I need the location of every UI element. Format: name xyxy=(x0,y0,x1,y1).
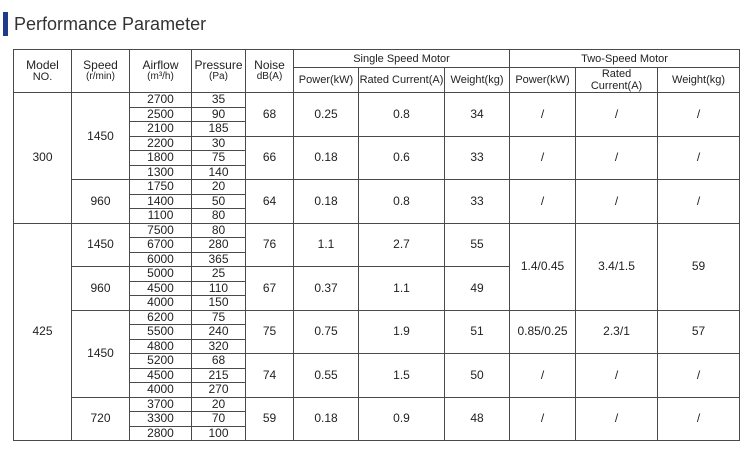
noise-cell: 59 xyxy=(246,397,294,441)
pressure-cell: 100 xyxy=(192,426,246,441)
header-noise-label: Noise xyxy=(254,58,285,72)
speed-cell: 1450 xyxy=(72,223,130,267)
airflow-cell: 5000 xyxy=(130,267,192,282)
two-current-cell: 2.3/1 xyxy=(576,310,658,354)
pressure-cell: 80 xyxy=(192,209,246,224)
two-power-cell: / xyxy=(510,397,576,441)
pressure-cell: 90 xyxy=(192,107,246,122)
pressure-cell: 320 xyxy=(192,339,246,354)
table-row xyxy=(14,180,740,195)
noise-cell: 64 xyxy=(246,180,294,224)
header-single-current: Rated Current(A) xyxy=(359,68,445,93)
two-current-cell: / xyxy=(576,397,658,441)
airflow-cell: 1750 xyxy=(130,180,192,195)
noise-cell: 74 xyxy=(246,354,294,398)
pressure-cell: 280 xyxy=(192,238,246,253)
header-speed-unit: (r/min) xyxy=(86,71,115,82)
header-pressure-label: Pressure xyxy=(194,58,243,72)
single-power-cell: 0.18 xyxy=(294,397,359,441)
noise-cell: 66 xyxy=(246,136,294,180)
two-power-cell: / xyxy=(510,93,576,137)
two-weight-cell: 57 xyxy=(658,310,740,354)
single-weight-cell: 49 xyxy=(445,267,510,311)
two-power-cell: 1.4/0.45 xyxy=(510,223,576,310)
two-weight-cell: / xyxy=(658,354,740,398)
single-weight-cell: 55 xyxy=(445,223,510,267)
airflow-cell: 4800 xyxy=(130,339,192,354)
speed-cell: 1450 xyxy=(72,310,130,397)
header-two-speed: Two-Speed Motor xyxy=(510,50,740,68)
airflow-cell: 2200 xyxy=(130,136,192,151)
airflow-cell: 2700 xyxy=(130,93,192,108)
header-two-current: Rated Current(A) xyxy=(576,68,658,93)
noise-cell: 68 xyxy=(246,93,294,137)
two-current-cell: / xyxy=(576,136,658,180)
airflow-cell: 1400 xyxy=(130,194,192,209)
header-model-sub: NO. xyxy=(32,71,53,83)
single-current-cell: 1.9 xyxy=(359,310,445,354)
airflow-cell: 1800 xyxy=(130,151,192,166)
pressure-cell: 150 xyxy=(192,296,246,311)
single-weight-cell: 33 xyxy=(445,180,510,224)
performance-table-body xyxy=(14,93,740,441)
single-power-cell: 0.75 xyxy=(294,310,359,354)
single-weight-cell: 51 xyxy=(445,310,510,354)
speed-cell: 960 xyxy=(72,267,130,311)
pressure-cell: 30 xyxy=(192,136,246,151)
pressure-cell: 50 xyxy=(192,194,246,209)
table-row xyxy=(14,397,740,412)
speed-cell: 720 xyxy=(72,397,130,441)
airflow-cell: 3300 xyxy=(130,412,192,427)
pressure-cell: 20 xyxy=(192,180,246,195)
pressure-cell: 80 xyxy=(192,223,246,238)
pressure-cell: 70 xyxy=(192,412,246,427)
header-noise xyxy=(246,50,294,93)
two-current-cell: / xyxy=(576,93,658,137)
pressure-cell: 35 xyxy=(192,93,246,108)
header-airflow xyxy=(130,50,192,93)
table-row xyxy=(14,223,740,238)
pressure-cell: 75 xyxy=(192,310,246,325)
header-pressure-unit: (Pa) xyxy=(209,71,228,82)
airflow-cell: 2500 xyxy=(130,107,192,122)
header-noise-unit: dB(A) xyxy=(256,71,283,82)
pressure-cell: 25 xyxy=(192,267,246,282)
noise-cell: 75 xyxy=(246,310,294,354)
header-single-power: Power(kW) xyxy=(294,68,359,93)
noise-cell: 76 xyxy=(246,223,294,267)
airflow-cell: 4500 xyxy=(130,281,192,296)
pressure-cell: 75 xyxy=(192,151,246,166)
two-current-cell: / xyxy=(576,180,658,224)
airflow-cell: 2100 xyxy=(130,122,192,137)
single-current-cell: 1.5 xyxy=(359,354,445,398)
header-pressure xyxy=(192,50,246,93)
speed-cell: 1450 xyxy=(72,93,130,180)
header-two-weight: Weight(kg) xyxy=(658,68,740,93)
single-current-cell: 0.8 xyxy=(359,93,445,137)
title-accent-bar xyxy=(3,12,8,36)
pressure-cell: 365 xyxy=(192,252,246,267)
pressure-cell: 110 xyxy=(192,281,246,296)
two-power-cell: / xyxy=(510,180,576,224)
airflow-cell: 4000 xyxy=(130,383,192,398)
pressure-cell: 270 xyxy=(192,383,246,398)
model-cell: 300 xyxy=(14,93,72,224)
pressure-cell: 240 xyxy=(192,325,246,340)
pressure-cell: 140 xyxy=(192,165,246,180)
single-current-cell: 1.1 xyxy=(359,267,445,311)
two-current-cell: / xyxy=(576,354,658,398)
single-weight-cell: 50 xyxy=(445,354,510,398)
two-current-cell: 3.4/1.5 xyxy=(576,223,658,310)
header-speed xyxy=(72,50,130,93)
airflow-cell: 5200 xyxy=(130,354,192,369)
airflow-cell: 1100 xyxy=(130,209,192,224)
speed-cell: 960 xyxy=(72,180,130,224)
airflow-cell: 1300 xyxy=(130,165,192,180)
pressure-cell: 215 xyxy=(192,368,246,383)
single-power-cell: 1.1 xyxy=(294,223,359,267)
single-weight-cell: 34 xyxy=(445,93,510,137)
two-power-cell: 0.85/0.25 xyxy=(510,310,576,354)
single-power-cell: 0.25 xyxy=(294,93,359,137)
header-two-power: Power(kW) xyxy=(510,68,576,93)
airflow-cell: 7500 xyxy=(130,223,192,238)
single-current-cell: 2.7 xyxy=(359,223,445,267)
airflow-cell: 6700 xyxy=(130,238,192,253)
airflow-cell: 2800 xyxy=(130,426,192,441)
airflow-cell: 5500 xyxy=(130,325,192,340)
header-single-weight: Weight(kg) xyxy=(445,68,510,93)
airflow-cell: 4000 xyxy=(130,296,192,311)
airflow-cell: 4500 xyxy=(130,368,192,383)
airflow-cell: 6000 xyxy=(130,252,192,267)
two-weight-cell: / xyxy=(658,397,740,441)
header-speed-label: Speed xyxy=(83,58,118,72)
table-row xyxy=(14,310,740,325)
noise-cell: 67 xyxy=(246,267,294,311)
header-airflow-label: Airflow xyxy=(142,58,179,72)
header-airflow-unit: (m³/h) xyxy=(147,71,174,82)
airflow-cell: 3700 xyxy=(130,397,192,412)
single-power-cell: 0.37 xyxy=(294,267,359,311)
single-current-cell: 0.6 xyxy=(359,136,445,180)
table-row xyxy=(14,93,740,108)
two-weight-cell: / xyxy=(658,93,740,137)
model-cell: 425 xyxy=(14,223,72,441)
pressure-cell: 68 xyxy=(192,354,246,369)
single-power-cell: 0.18 xyxy=(294,180,359,224)
header-model xyxy=(14,50,72,93)
single-power-cell: 0.18 xyxy=(294,136,359,180)
single-weight-cell: 33 xyxy=(445,136,510,180)
page-title: Performance Parameter xyxy=(14,14,207,34)
two-weight-cell: 59 xyxy=(658,223,740,310)
two-power-cell: / xyxy=(510,136,576,180)
single-current-cell: 0.9 xyxy=(359,397,445,441)
airflow-cell: 6200 xyxy=(130,310,192,325)
two-power-cell: / xyxy=(510,354,576,398)
single-weight-cell: 48 xyxy=(445,397,510,441)
header-model-label: Model xyxy=(26,58,59,72)
two-weight-cell: / xyxy=(658,180,740,224)
performance-table xyxy=(13,49,740,441)
pressure-cell: 20 xyxy=(192,397,246,412)
two-weight-cell: / xyxy=(658,136,740,180)
header-single-speed: Single Speed Motor xyxy=(294,50,510,68)
pressure-cell: 185 xyxy=(192,122,246,137)
single-power-cell: 0.55 xyxy=(294,354,359,398)
single-current-cell: 0.8 xyxy=(359,180,445,224)
